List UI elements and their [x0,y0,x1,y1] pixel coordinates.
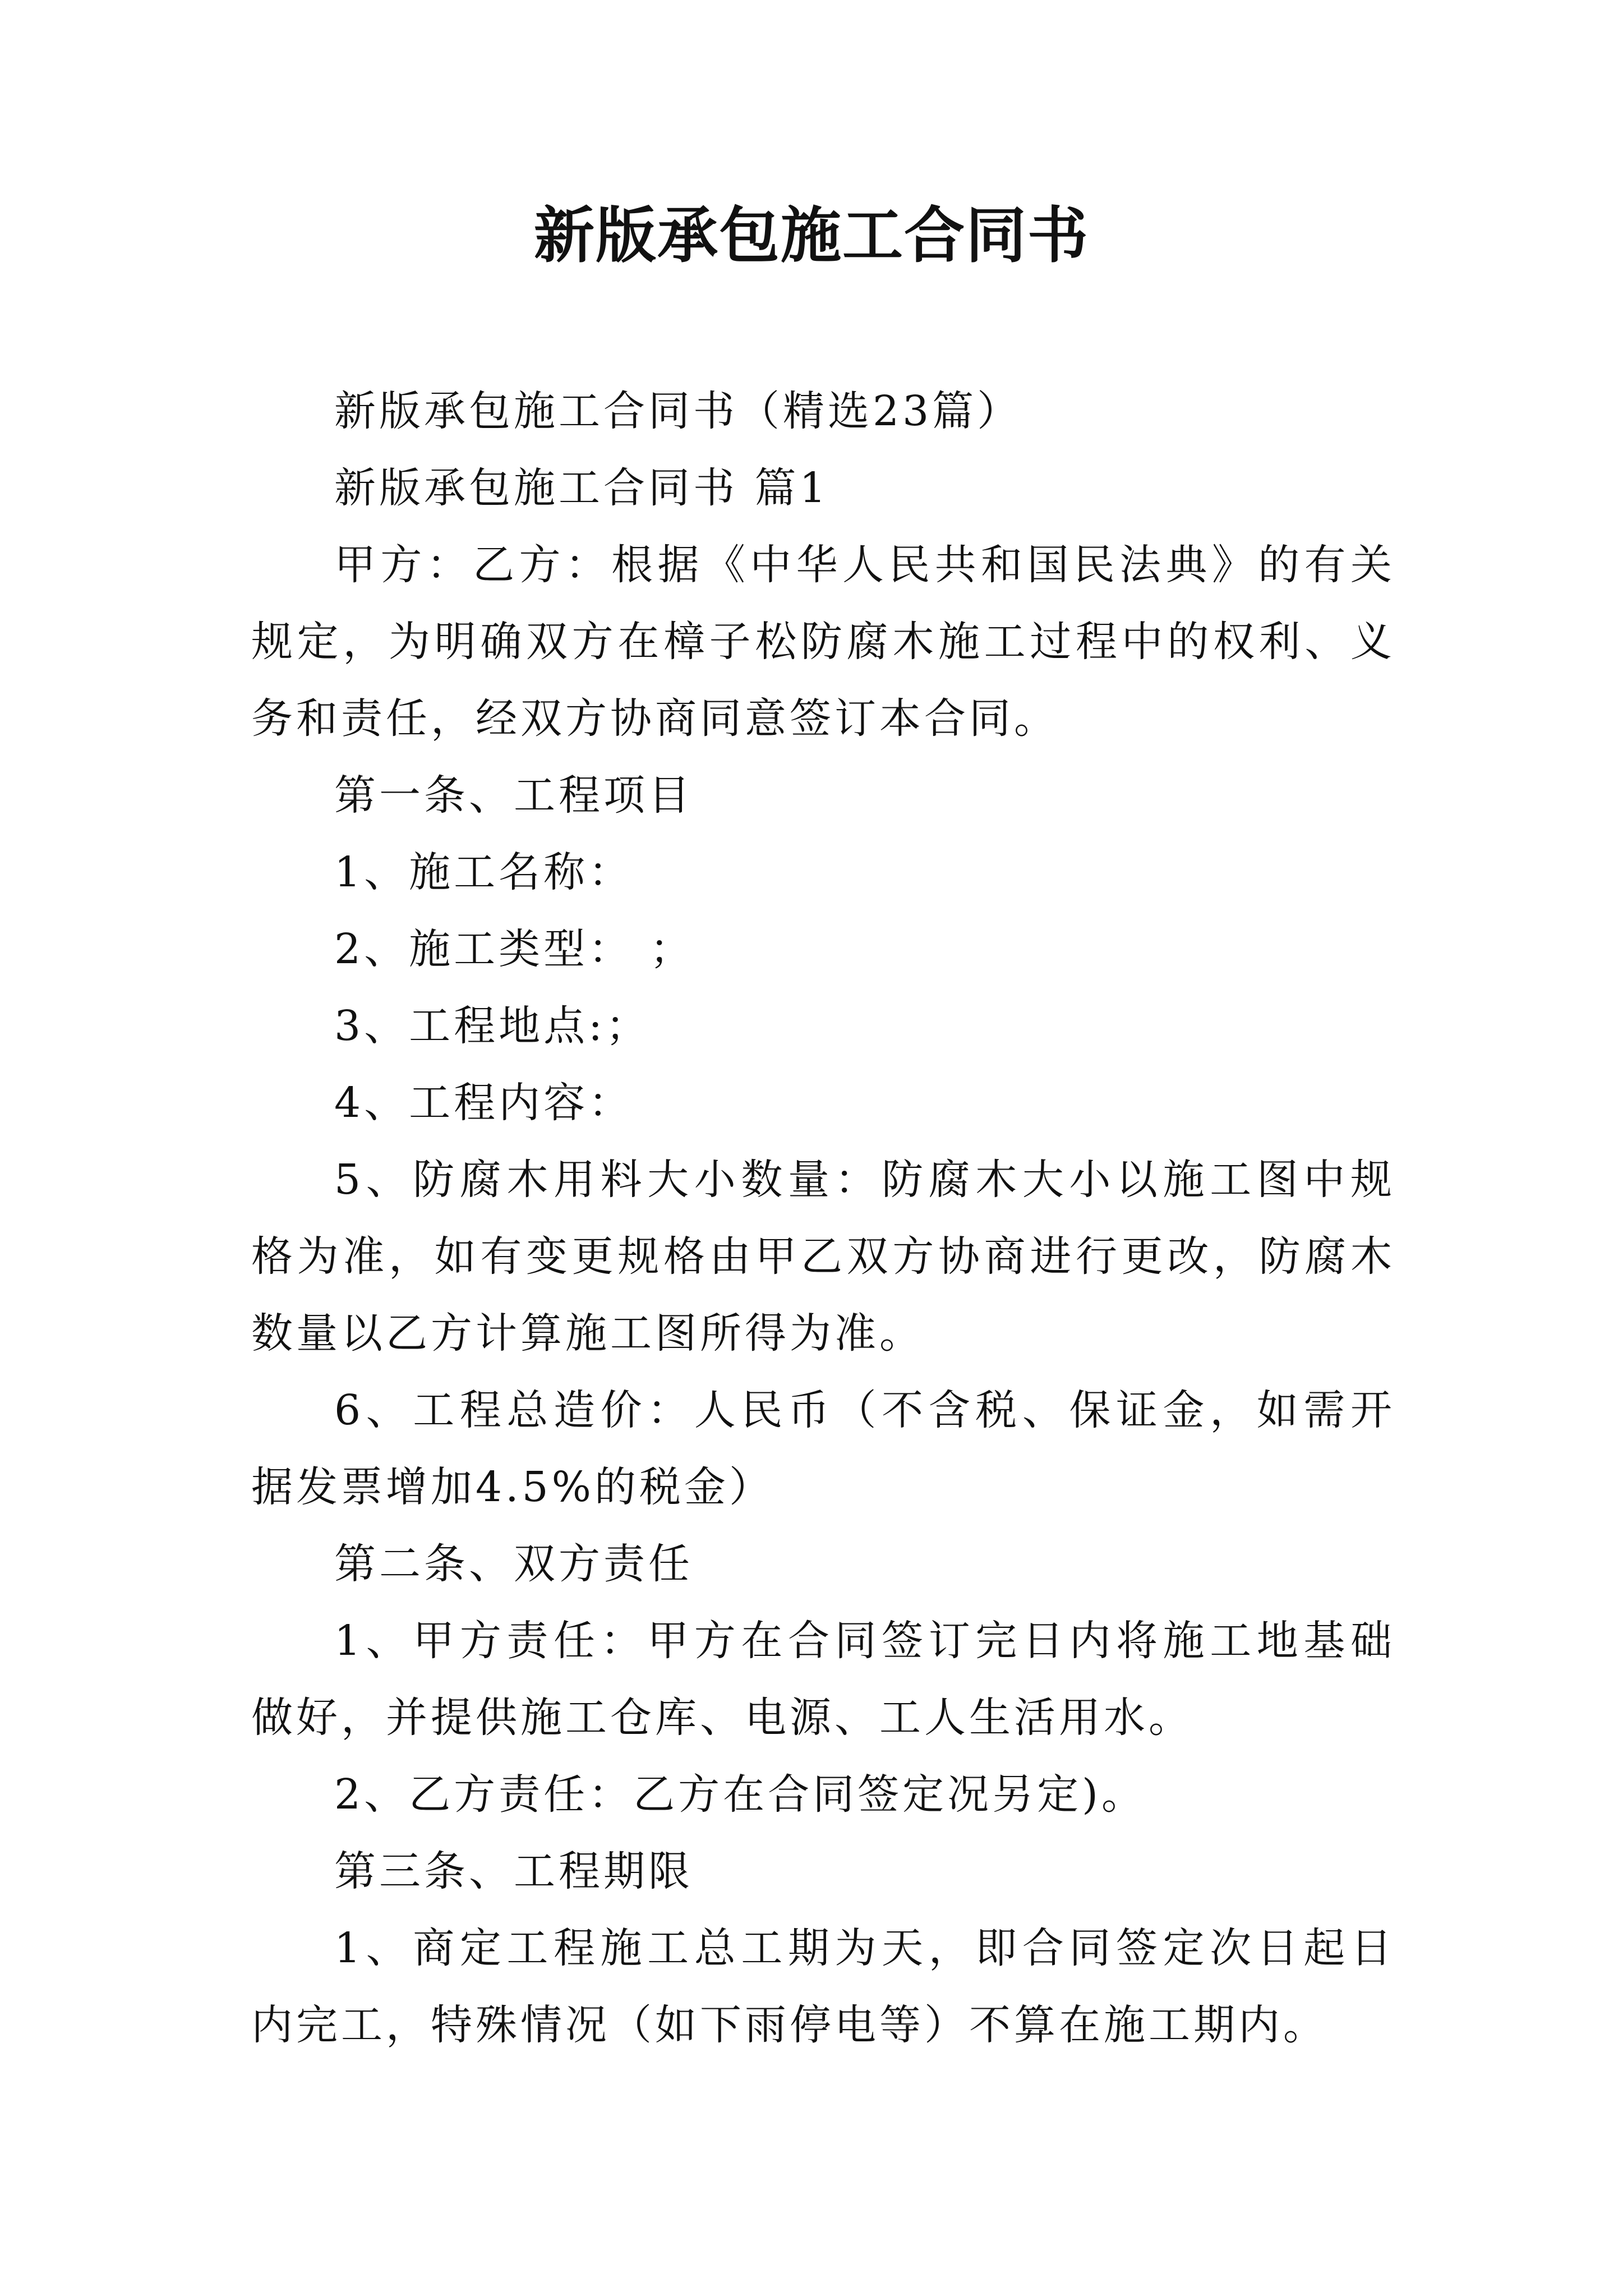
clause-2-2: 2、乙方责任：乙方在合同签定况另定)。 [334,1770,1146,1819]
subtitle-paragraph: 新版承包施工合同书（精选23篇） [334,387,1022,435]
intro-paragraph: 甲方：乙方：根据《中华人民共和国民法典》的有关规定，为明确双方在樟子松防腐木施工过程中的权利、义务和责任，经双方协商同意签订本合同。 [251,541,1395,743]
clause-1-2: 2、施工类型： ； [334,925,695,973]
article-heading-3: 第三条、工程期限 [334,1847,693,1895]
section-heading-part1: 新版承包施工合同书 篇1 [334,464,829,512]
article-heading-2: 第二条、双方责任 [334,1540,693,1588]
clause-2-1: 1、甲方责任：甲方在合同签订完日内将施工地基础做好，并提供施工仓库、电源、工人生活用水。 [251,1617,1395,1742]
clause-1-4: 4、工程内容： [334,1079,634,1127]
clause-1-1: 1、施工名称： [334,848,634,896]
document-body [251,373,1395,2064]
clause-1-5: 5、防腐木用料大小数量：防腐木大小以施工图中规格为准，如有变更规格由甲乙双方协商进行更改，防腐木数量以乙方计算施工图所得为准。 [251,1156,1395,1358]
article-heading-1: 第一条、工程项目 [334,771,693,820]
clause-1-3: 3、工程地点:； [334,1002,651,1050]
document-title: 新版承包施工合同书 [533,200,1089,271]
clause-3-1: 1、商定工程施工总工期为天，即合同签定次日起日内完工，特殊情况（如下雨停电等）不算在施工期内。 [251,1924,1395,2049]
clause-1-6: 6、工程总造价：人民币（不含税、保证金，如需开据发票增加4.5%的税金） [251,1386,1395,1511]
